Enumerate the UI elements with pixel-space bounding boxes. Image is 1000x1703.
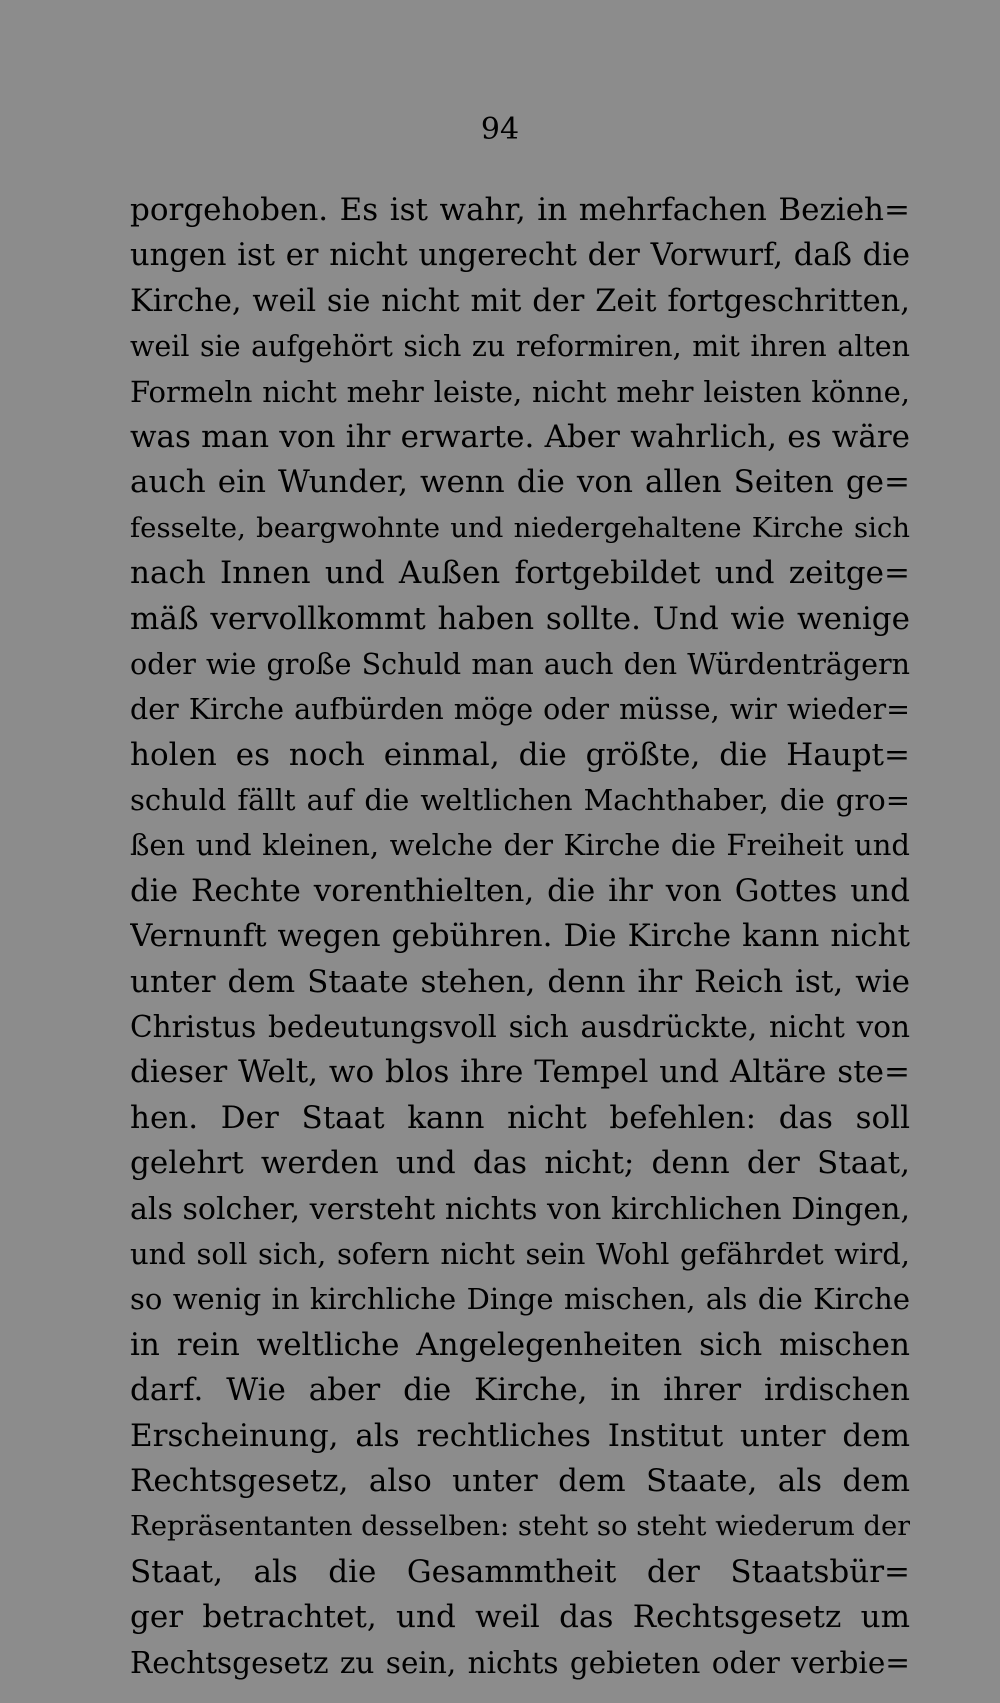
text-line: auch ein Wunder, wenn die von allen Seiten ge= [130,464,910,501]
text-line: Rechtsgesetz, also unter dem Staate, als dem [130,1462,910,1499]
text-line: oder wie große Schuld man auch den Würdenträgern [130,647,910,681]
text-line: ßen und kleinen, welche der Kirche die Freiheit und [130,828,910,863]
text-line: Formeln nicht mehr leiste, nicht mehr leisten könne, [130,374,910,409]
text-line: als solcher, versteht nichts von kirchlichen Dingen, [130,1191,910,1227]
text-line: Rechtsgesetz zu sein, nichts gebieten oder verbie= [130,1645,910,1680]
text-line: und soll sich, sofern nicht sein Wohl gefährdet wird, [130,1236,910,1271]
text-line: fesselte, beargwohnte und niedergehaltene Kirche sich [130,511,910,544]
text-line: darf. Wie aber die Kirche, in ihrer irdischen [130,1372,910,1409]
text-line: Staat, als die Gesammtheit der Staatsbür= [130,1553,910,1590]
text-line: mäß vervollkommt haben sollte. Und wie wenige [130,600,910,637]
text-line: holen es noch einmal, die größte, die Haupt= [130,736,910,773]
text-line: weil sie aufgehört sich zu reformiren, mit ihren alten [130,330,910,364]
text-line: hen. Der Staat kann nicht befehlen: das soll [130,1099,910,1136]
text-line: schuld fällt auf die weltlichen Machthaber, die gro= [130,783,910,818]
text-line: in rein weltliche Angelegenheiten sich mischen [130,1326,910,1363]
body-text [130,188,910,1686]
text-line: nach Innen und Außen fortgebildet und zeitge= [130,555,910,592]
text-line: so wenig in kirchliche Dinge mischen, als die Kirche [130,1282,910,1317]
text-line: Repräsentanten desselben: steht so steht wiederum der [130,1510,910,1543]
text-line: unter dem Staate stehen, denn ihr Reich ist, wie [130,963,910,1000]
text-line: Vernunft wegen gebühren. Die Kirche kann nicht [130,918,910,955]
text-line: ungen ist er nicht ungerecht der Vorwurf, daß die [130,238,910,274]
text-line: die Rechte vorenthielten, die ihr von Gottes und [130,872,910,909]
text-line: porgehoben. Es ist wahr, in mehrfachen Bezieh= [130,192,910,228]
text-line: Kirche, weil sie nicht mit der Zeit fortgeschritten, [130,283,910,319]
text-line: Christus bedeutungsvoll sich ausdrückte, nicht von [130,1010,910,1045]
text-line: der Kirche aufbürden möge oder müsse, wir wieder= [130,693,910,727]
text-line: Erscheinung, als rechtliches Institut unter dem [130,1417,910,1454]
text-line: dieser Welt, wo blos ihre Tempel und Altäre ste= [130,1054,910,1091]
text-line: was man von ihr erwarte. Aber wahrlich, es wäre [130,418,910,455]
text-line: ger betrachtet, und weil das Rechtsgesetz um [130,1599,910,1636]
text-line: gelehrt werden und das nicht; denn der Staat, [130,1145,910,1182]
page-number: 94 [480,112,520,147]
